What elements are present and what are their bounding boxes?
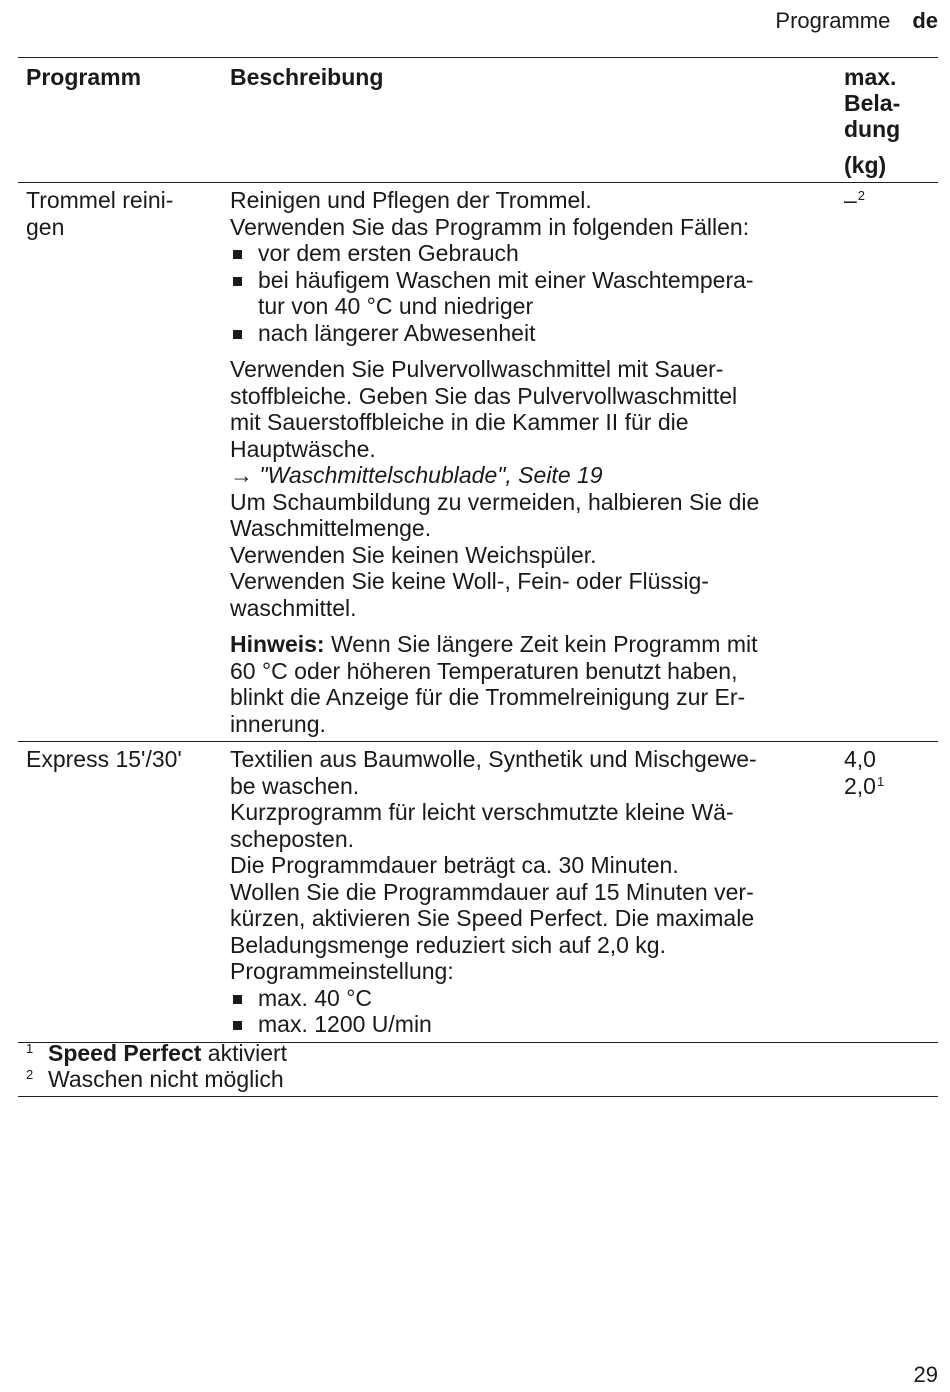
footnote-marker: 1 (876, 773, 885, 789)
load-value-reduced (844, 773, 938, 800)
footnote-plain: Waschen nicht möglich (48, 1066, 284, 1092)
program-table (18, 58, 938, 1043)
description-line: Verwenden Sie das Programm in folgenden Fällen: (230, 213, 750, 240)
program-name-line: gen (26, 213, 65, 240)
description-line: waschmittel. (230, 594, 357, 621)
program-name (18, 187, 224, 737)
page-number: 29 (913, 1362, 938, 1387)
section-title: Programme (775, 8, 891, 33)
program-name (18, 746, 224, 1038)
description-line: Um Schaumbildung zu vermeiden, halbieren Sie die (230, 488, 760, 515)
load-value: – (844, 187, 857, 213)
description-line: Verwenden Sie keine Woll-, Fein- oder Flüssig- (230, 568, 709, 594)
program-name-line: Trommel reini- (26, 187, 174, 213)
description-line: Kurzprogramm für leicht verschmutzte kleine Wä- (230, 799, 734, 825)
footnote-text (46, 1066, 284, 1092)
description-line: blinkt die Anzeige für die Trommelreinigung zur Er- (230, 684, 746, 710)
list-item: max. 1200 U/min (230, 1011, 836, 1038)
description-line: 60 °C oder höheren Temperaturen benutzt haben, (230, 657, 738, 684)
column-header-programm: Programm (26, 64, 142, 90)
program-description (224, 746, 836, 1038)
list-item: bei häufigem Waschen mit einer Waschtempera- tur von 40 °C und niedriger (230, 267, 836, 320)
footnote-number: 1 (26, 1041, 34, 1056)
bullet-list (230, 240, 836, 346)
footnote-plain: aktiviert (201, 1040, 288, 1066)
list-item: nach längerer Abwesenheit (230, 320, 836, 347)
table-row (18, 183, 938, 742)
column-header-beladung (836, 64, 938, 178)
description-line: Textilien aus Baumwolle, Synthetik und Mischgewe- (230, 746, 757, 772)
description-line: stoffbleiche. Geben Sie das Pulvervollwaschmittel (230, 382, 738, 409)
page-reference-link[interactable]: → "Waschmittelschublade", Seite 19 (230, 462, 603, 488)
column-header-beladung-label: max. Bela- dung (844, 64, 901, 142)
program-name-line: Express 15'/30' (26, 746, 182, 772)
description-line: scheposten. (230, 825, 355, 852)
description-line: Programmeinstellung: (230, 958, 454, 984)
load-value: 2,0 (844, 772, 876, 799)
bullet-list (230, 985, 836, 1038)
description-line: mit Sauerstoffbleiche in die Kammer II für die (230, 409, 689, 435)
footnote-bold: Speed Perfect (48, 1040, 202, 1066)
description-line: innerung. (230, 710, 326, 737)
load-value: 4,0 (844, 746, 876, 772)
column-header-unit: (kg) (844, 152, 887, 178)
table-header-row (18, 58, 938, 183)
description-line: Beladungsmenge reduziert sich auf 2,0 kg. (230, 931, 666, 958)
footnotes (18, 1040, 938, 1097)
max-load (836, 187, 938, 737)
description-line: Waschmittelmenge. (230, 515, 432, 541)
description-line: be waschen. (230, 772, 360, 799)
description-line: kürzen, aktivieren Sie Speed Perfect. Die maximale (230, 905, 755, 931)
footnote-text (46, 1040, 287, 1066)
footnote (18, 1066, 938, 1092)
page-header (775, 8, 938, 34)
footnote-marker: 2 (857, 188, 866, 203)
language-code: de (912, 8, 938, 33)
description-line: Hauptwäsche. (230, 435, 376, 462)
detergent-paragraph (230, 356, 836, 621)
list-item: vor dem ersten Gebrauch (230, 240, 836, 267)
max-load (836, 746, 938, 1038)
description-line: Verwenden Sie Pulvervollwaschmittel mit Sauer- (230, 356, 724, 382)
description-line: Reinigen und Pflegen der Trommel. (230, 187, 592, 213)
note-paragraph (230, 631, 836, 737)
description-line: Verwenden Sie keinen Weichspüler. (230, 541, 597, 568)
list-item: max. 40 °C (230, 985, 836, 1012)
footnote (18, 1040, 938, 1066)
column-header-beschreibung: Beschreibung (230, 64, 384, 90)
description-line: Die Programmdauer beträgt ca. 30 Minuten. (230, 852, 679, 878)
footnote-number: 2 (26, 1067, 34, 1082)
program-description (224, 187, 836, 737)
note-line (230, 631, 836, 658)
note-label: Hinweis: (230, 631, 325, 657)
table-row (18, 742, 938, 1043)
note-text: Wenn Sie längere Zeit kein Programm mit (324, 631, 758, 657)
description-line: Wollen Sie die Programmdauer auf 15 Minuten ver- (230, 878, 754, 905)
